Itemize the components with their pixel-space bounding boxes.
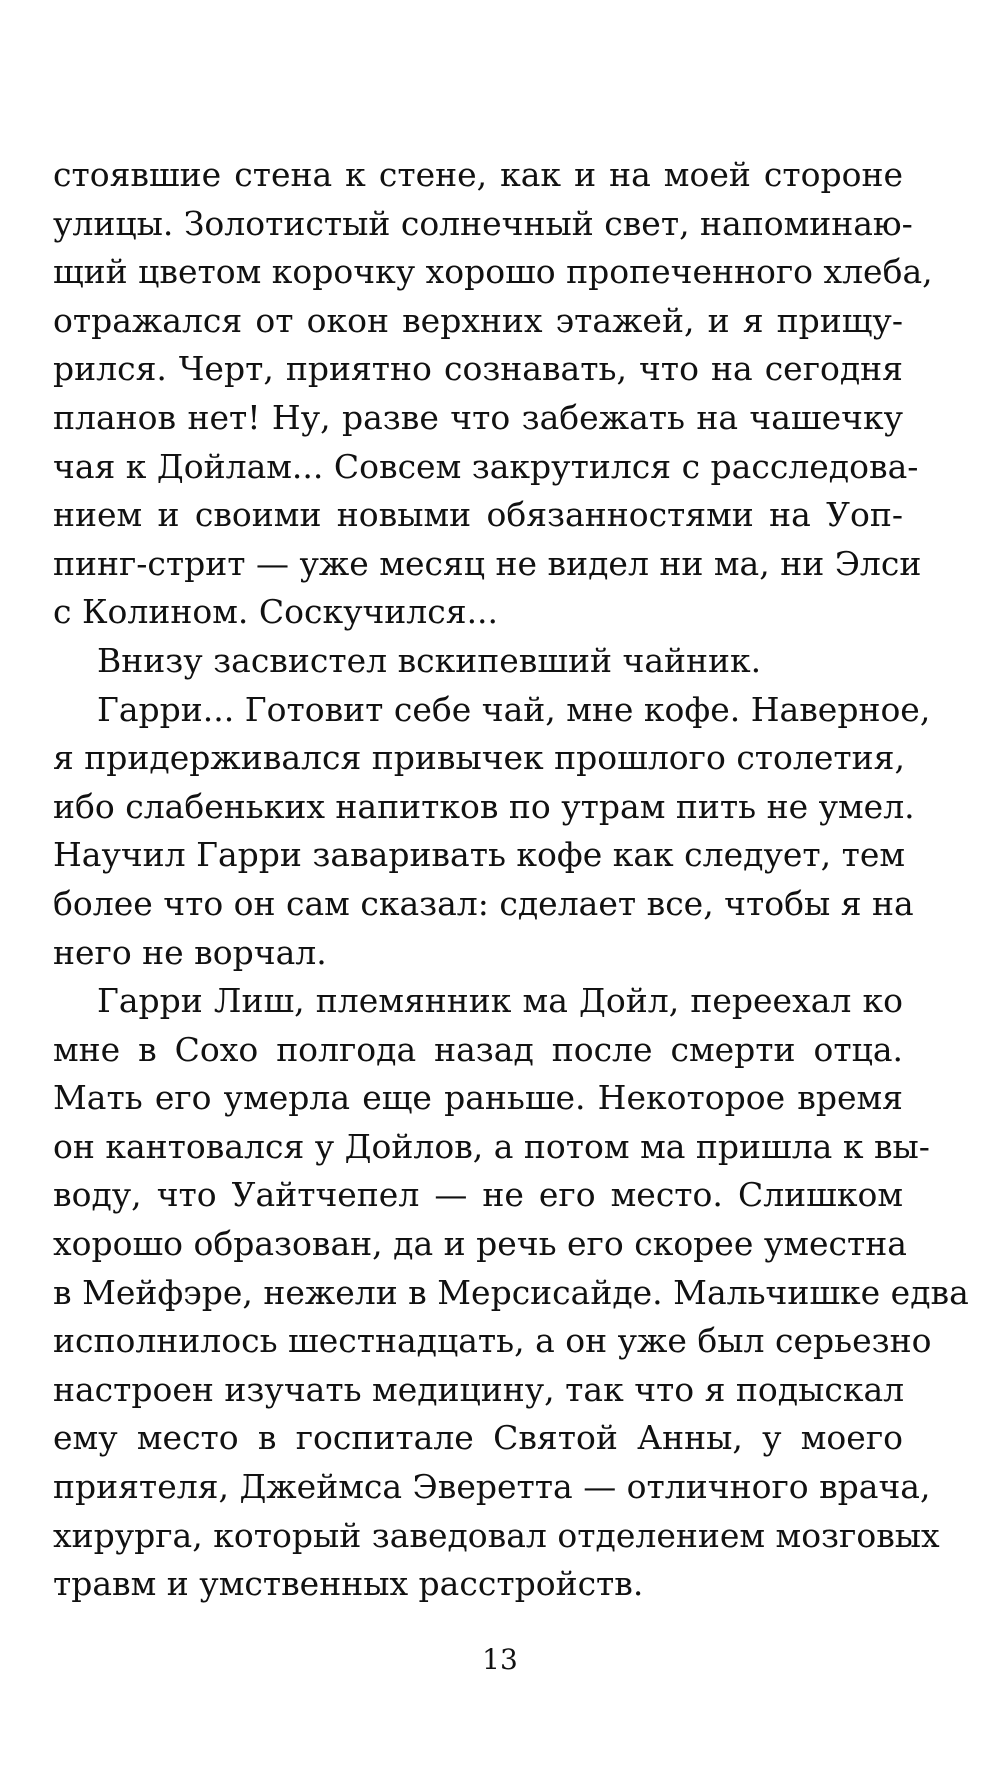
text-line: улицы. Золотистый солнечный свет, напоминаю-: [53, 203, 913, 243]
text-line: стоявшие стена к стене, как и на моей стороне: [53, 155, 903, 194]
text-line: исполнилось шестнадцать, а он уже был серьезно: [53, 1321, 932, 1361]
text-line: Научил Гарри заваривать кофе как следует, тем: [53, 835, 906, 875]
text-line: настроен изучать медицину, так что я подыскал: [53, 1369, 905, 1409]
text-line: пинг-стрит — уже месяц не видел ни ма, ни Элси: [53, 543, 922, 583]
text-line: с Колином. Соскучился...: [53, 592, 499, 632]
text-line: воду, что Уайтчепел — не его место. Слишком: [53, 1175, 903, 1215]
text-line: ибо слабеньких напитков по утрам пить не умел.: [53, 786, 915, 826]
text-line: ему место в госпитале Святой Анны, у моего: [53, 1418, 903, 1458]
text-line: Гарри... Готовит себе чай, мне кофе. Наверное,: [97, 689, 931, 729]
text-line: приятеля, Джеймса Эверетта — отличного врача,: [53, 1467, 931, 1507]
text-line: Гарри Лиш, племянник ма Дойл, переехал ко: [97, 981, 903, 1021]
text-line: Мать его умерла еще раньше. Некоторое время: [53, 1078, 903, 1118]
text-line: травм и умственных расстройств.: [53, 1564, 644, 1604]
text-line: щий цветом корочку хорошо пропеченного хлеба,: [53, 252, 933, 292]
text-line: хорошо образован, да и речь его скорее уместна: [53, 1224, 907, 1264]
text-line: более что он сам сказал: сделает все, чтобы я на: [53, 883, 914, 923]
text-line: него не ворчал.: [53, 932, 327, 972]
text-line: нием и своими новыми обязанностями на Уоп-: [53, 495, 903, 535]
text-line: планов нет! Ну, разве что забежать на чашечку: [53, 397, 903, 437]
page-number: 13: [482, 1643, 518, 1676]
text-line: он кантовался у Дойлов, а потом ма пришла к вы-: [53, 1126, 930, 1166]
text-line: в Мейфэре, нежели в Мерсисайде. Мальчишке едва: [53, 1272, 969, 1312]
text-line: мне в Сохо полгода назад после смерти отца.: [53, 1029, 903, 1069]
text-line: чая к Дойлам... Совсем закрутился с расследова-: [53, 446, 919, 486]
text-line: рился. Черт, приятно сознавать, что на сегодня: [53, 349, 903, 389]
body-text: [53, 151, 969, 1609]
text-line: я придерживался привычек прошлого столетия,: [53, 738, 905, 778]
text-line: хирурга, который заведовал отделением мозговых: [53, 1515, 940, 1555]
text-line: Внизу засвистел вскипевший чайник.: [97, 640, 762, 680]
text-line: отражался от окон верхних этажей, и я прищу-: [53, 300, 903, 340]
